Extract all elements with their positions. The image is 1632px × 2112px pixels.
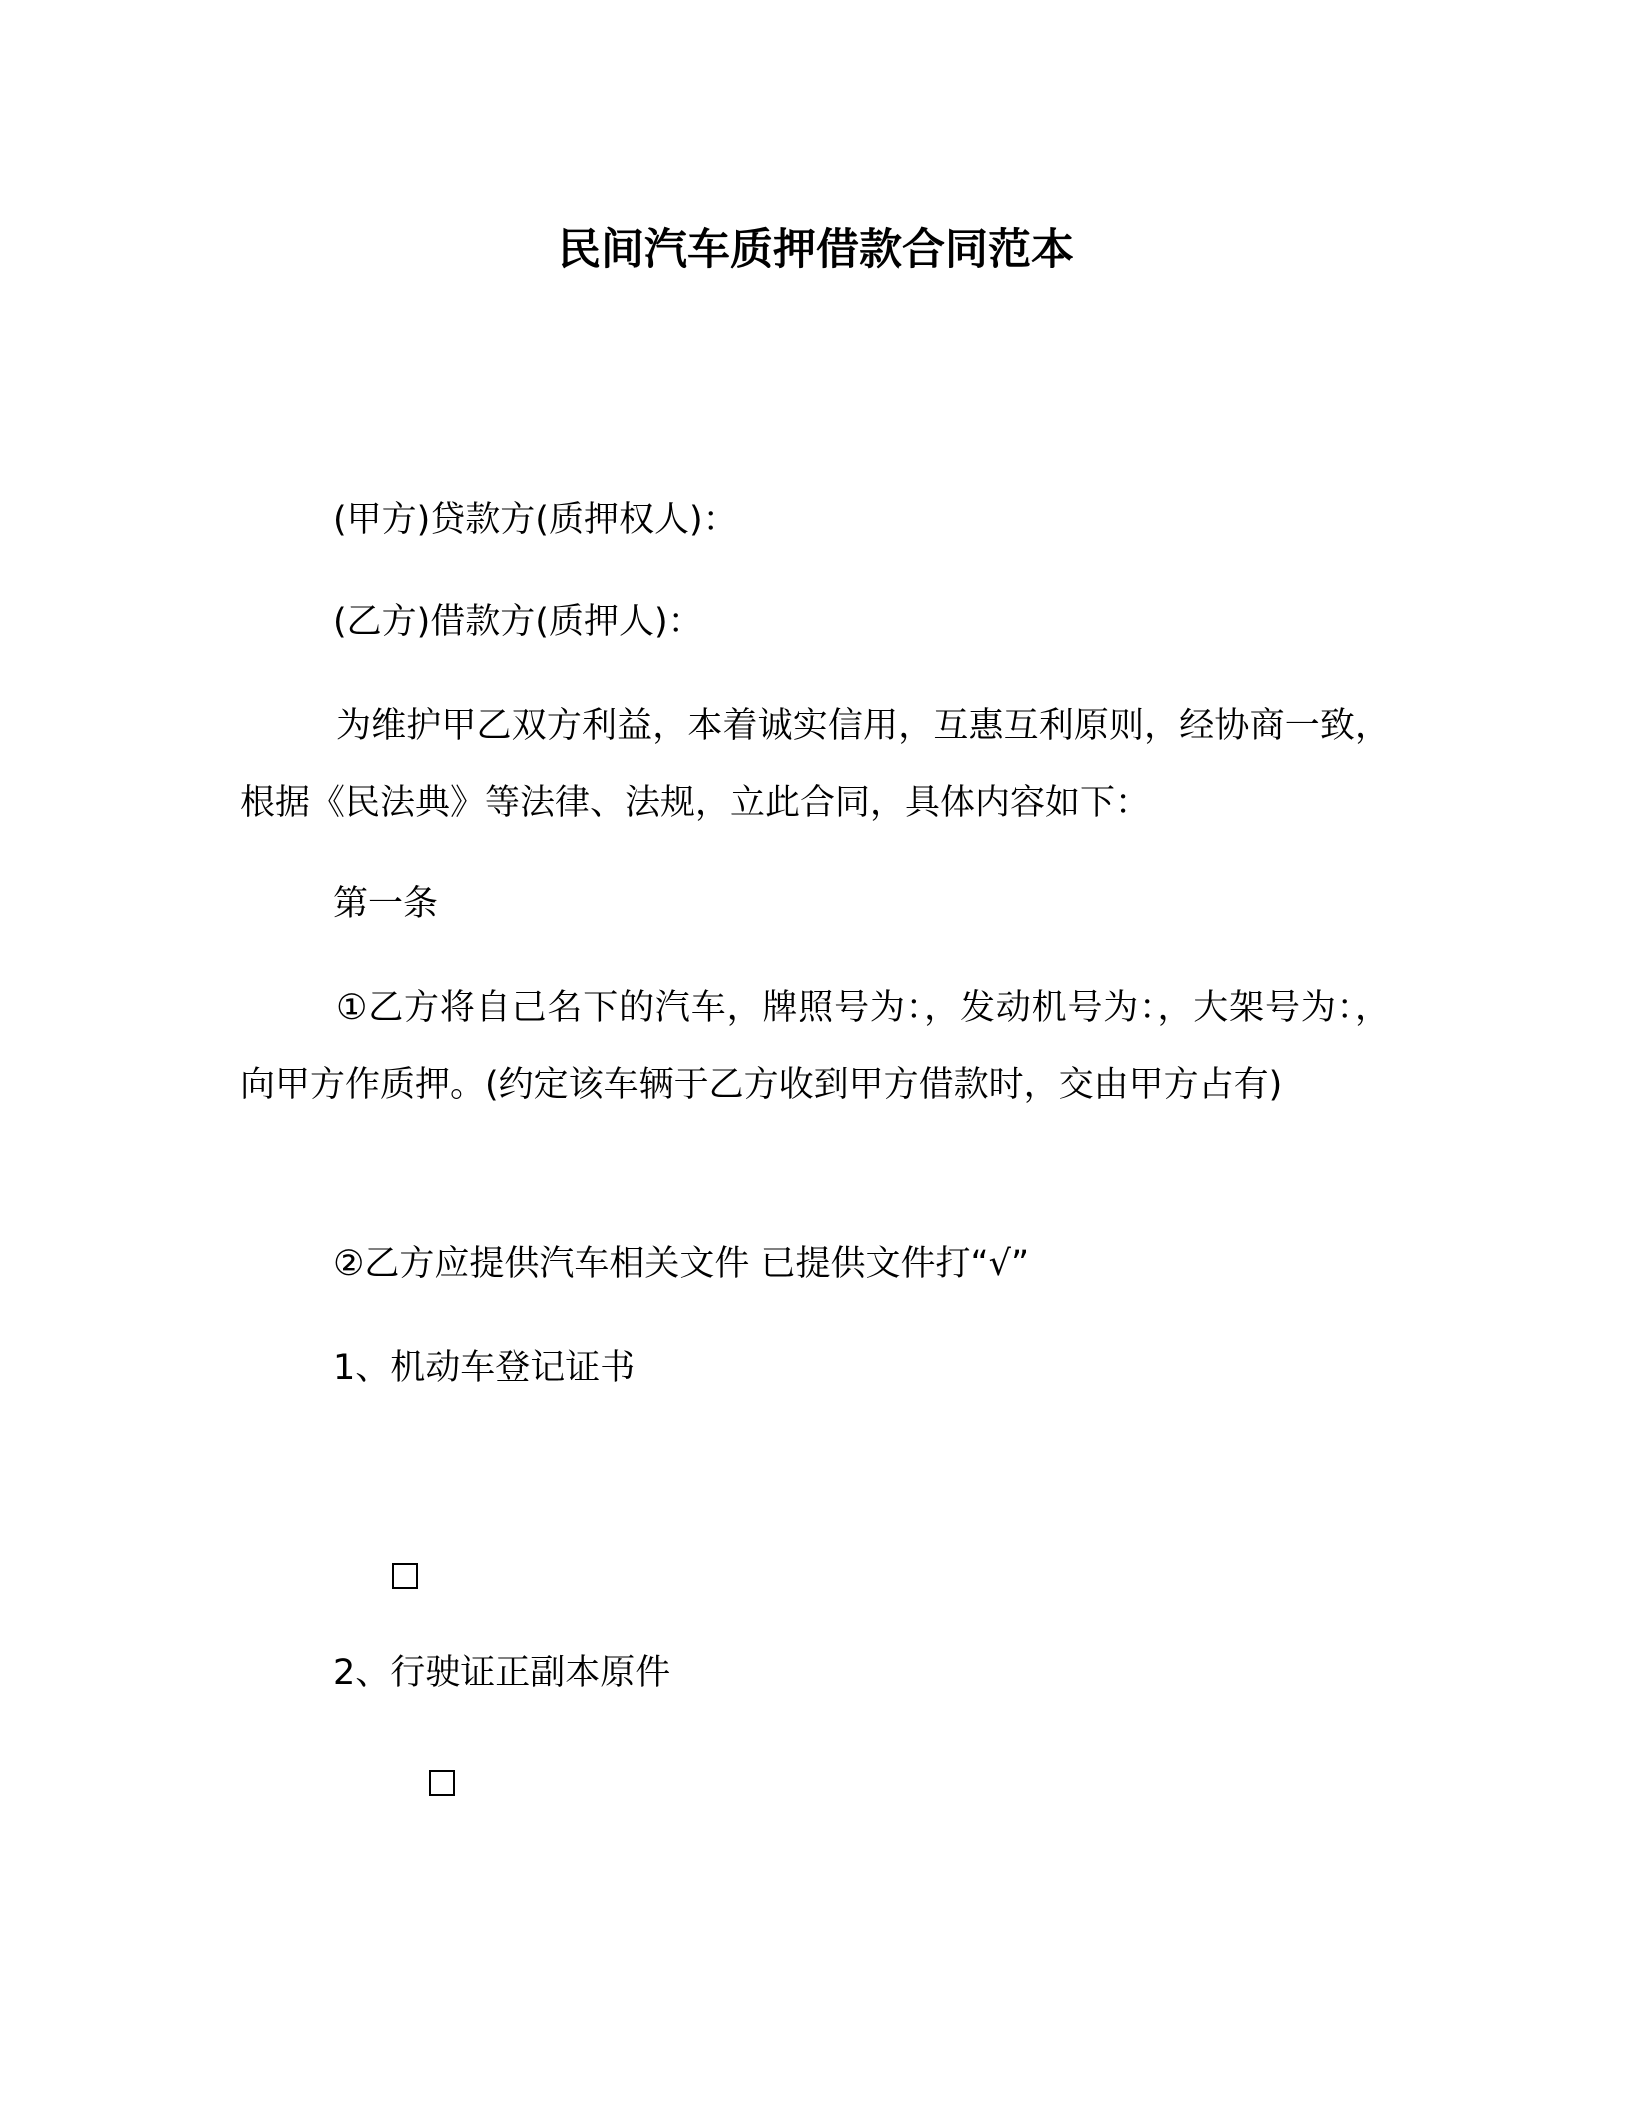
item-2-label: 2、行驶证正副本原件 (333, 1653, 671, 1693)
document-title: 民间汽车质押借款合同范本 (558, 225, 1074, 275)
clause-2-paragraph: ②乙方应提供汽车相关文件 已提供文件打“√” (333, 1244, 1030, 1284)
intro-paragraph: 为维护甲乙双方利益，本着诚实信用，互惠互利原则，经协商一致，根据《民法典》等法律、法规，立此合同，具体内容如下： (240, 706, 1390, 823)
clause-1-paragraph: ①乙方将自己名下的汽车，牌照号为：，发动机号为：，大架号为：，向甲方作质押。(约定该车辆于乙方收到甲方借款时，交由甲方占有) (240, 988, 1390, 1105)
item-1-label: 1、机动车登记证书 (333, 1348, 636, 1388)
article-1-heading: 第一条 (333, 884, 439, 924)
item-1-checkbox[interactable] (392, 1563, 418, 1589)
item-2-checkbox[interactable] (429, 1770, 455, 1796)
party-b-line: (乙方)借款方(质押人)： (333, 602, 703, 642)
party-a-line: (甲方)贷款方(质押权人)： (333, 500, 738, 540)
